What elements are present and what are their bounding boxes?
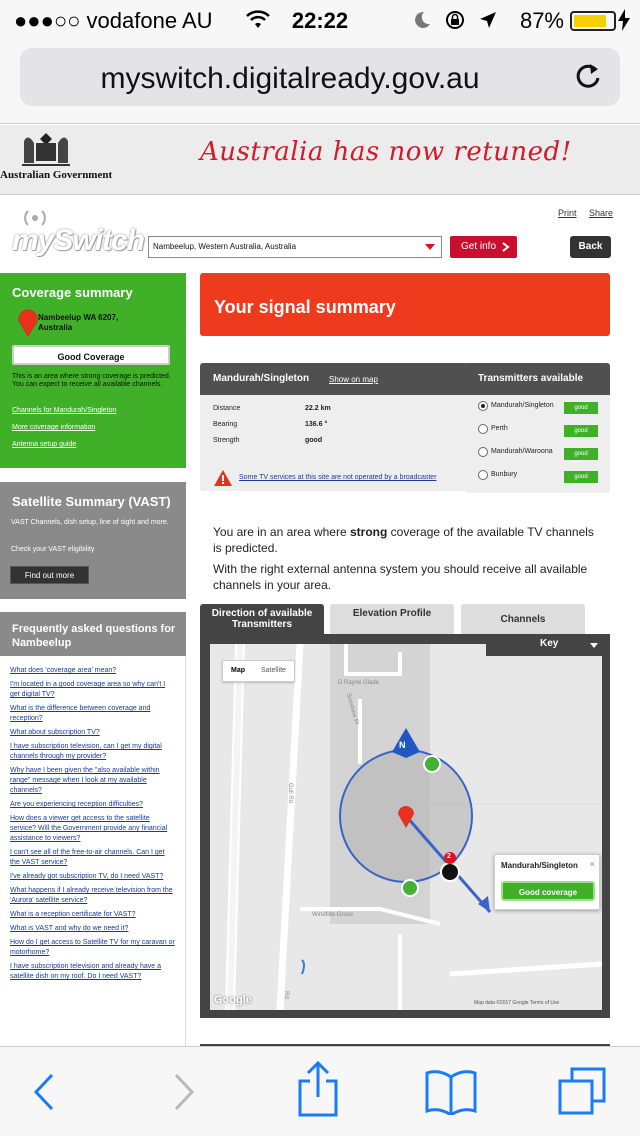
retuned-tagline: Australia has now retuned!: [200, 137, 572, 167]
street-label: D Rayne Glade: [338, 680, 380, 686]
strength-value: good: [305, 437, 323, 444]
radio-selected-icon[interactable]: [478, 401, 488, 411]
government-name: Australian Government: [0, 169, 113, 181]
vast-summary-panel: [0, 482, 186, 599]
faq-title: Frequently asked questions for Nambeelup: [12, 623, 176, 649]
close-icon[interactable]: ×: [589, 859, 595, 869]
vast-title: Satellite Summary (VAST): [12, 494, 171, 509]
signal-summary-header: [200, 273, 610, 336]
channels-link[interactable]: Channels for Mandurah/Singleton: [12, 407, 117, 414]
tab-channels[interactable]: Channels: [461, 604, 585, 634]
forward-arrow-icon[interactable]: [170, 1071, 198, 1113]
street-label: Windflite Grove: [312, 912, 354, 918]
faq-link[interactable]: How do I get access to Satellite TV for my caravan or motorhome?: [10, 939, 175, 956]
coverage-summary-panel: [0, 273, 186, 468]
battery-icon: [570, 11, 616, 31]
map-type-map[interactable]: Map: [231, 667, 245, 674]
location-select[interactable]: [148, 236, 442, 258]
faq-link[interactable]: I can't see all of the free-to-air channels. Can I get the VAST service?: [10, 849, 165, 866]
chevron-right-icon: [502, 242, 510, 252]
status-bar: [0, 0, 640, 40]
map-key-dropdown[interactable]: [486, 634, 606, 656]
good-coverage-button[interactable]: Good coverage: [501, 881, 595, 901]
rotation-lock-icon: [444, 9, 466, 31]
distance-value: 22.2 km: [305, 405, 331, 412]
distance-label: Distance: [213, 405, 241, 412]
faq-link[interactable]: I have subscription television and already have a satellite dish on my roof. Do I need VAST?: [10, 963, 161, 980]
radio-icon[interactable]: [478, 447, 488, 457]
charging-bolt-icon: [618, 9, 630, 31]
clock: 22:22: [291, 8, 349, 33]
back-button[interactable]: Back: [570, 236, 611, 258]
coverage-address: Nambeelup WA 6207, Australia: [38, 313, 119, 332]
address-bar[interactable]: [20, 48, 620, 106]
moon-icon: [412, 10, 432, 30]
map-attribution[interactable]: Map data ©2017 Google Terms of Use: [474, 1000, 560, 1006]
good-coverage-badge: Good Coverage: [12, 345, 170, 365]
map-type-toggle[interactable]: [222, 660, 295, 682]
paragraph-emphasis: strong: [350, 525, 388, 539]
reload-icon[interactable]: [572, 60, 604, 92]
status-badge: good: [564, 448, 598, 460]
share-link[interactable]: Share: [589, 208, 614, 218]
warning-icon: [213, 469, 233, 487]
government-banner: [0, 125, 640, 195]
find-out-more-button[interactable]: Find out more: [10, 566, 89, 584]
street-label: Gull Rd: [287, 782, 294, 804]
operator-warning-link[interactable]: Some TV services at this site are not operated by a broadcaster: [239, 474, 437, 481]
paragraph-text: You are in an area where: [213, 525, 350, 539]
faq-link[interactable]: I have subscription television, can I get my digital channels through my provider?: [10, 743, 162, 760]
faq-link[interactable]: Are you experiencing reception difficulties?: [10, 801, 143, 808]
transmitters-title: Transmitters available: [465, 363, 610, 395]
show-on-map-link[interactable]: Show on map: [329, 375, 378, 384]
antenna-guide-link[interactable]: Antenna setup guide: [12, 441, 77, 448]
coat-of-arms-logo: [18, 129, 74, 171]
browser-chrome: [0, 40, 640, 124]
key-label: Key: [540, 638, 559, 649]
bearing-value: 136.6 °: [305, 421, 328, 428]
faq-link[interactable]: What about subscription TV?: [10, 729, 100, 736]
status-badge: good: [564, 471, 598, 483]
faq-link[interactable]: How does a viewer get access to the satellite service? Will the Government provide any financial assistance to viewers?: [10, 815, 168, 842]
vast-description: VAST Channels, dish setup, line of sight and more.: [11, 519, 169, 526]
back-arrow-icon[interactable]: [30, 1071, 58, 1113]
popup-title: Mandurah/Singleton: [501, 861, 578, 870]
tabs-icon[interactable]: [556, 1065, 610, 1117]
map-type-satellite[interactable]: Satellite: [261, 667, 286, 674]
faq-link[interactable]: What is VAST and why do we need it?: [10, 925, 129, 932]
paragraph-text: coverage of the available TV channels is predicted.: [213, 525, 594, 555]
tab-direction[interactable]: Direction of available Transmitters: [200, 604, 324, 634]
google-logo: Google: [214, 994, 252, 1006]
myswitch-logo[interactable]: mySwitch: [12, 224, 145, 257]
radio-icon[interactable]: [478, 470, 488, 480]
faq-header: [0, 612, 186, 656]
transmitter-popup: [494, 854, 600, 910]
vast-eligibility-text: Check your VAST eligibility: [11, 546, 95, 553]
coverage-description: This is an area where strong coverage is predicted. You can expect to receive all available channels.: [12, 373, 171, 388]
status-badge: good: [564, 425, 598, 437]
get-info-button[interactable]: [450, 236, 517, 258]
transmitter-option-label: Perth: [491, 425, 508, 432]
carrier-label: ●●●○○ vodafone AU: [14, 8, 213, 33]
location-value: Nambeelup, Western Australia, Australia: [153, 242, 297, 251]
marker-number-badge: 2: [447, 853, 451, 860]
faq-link[interactable]: Why have I been given the "also available within range" message when I look at my available channels?: [10, 767, 160, 794]
get-info-label: Get info: [461, 241, 497, 252]
transmitters-available-card: [465, 363, 610, 493]
url-text[interactable]: myswitch.digitalready.gov.au: [100, 62, 480, 95]
strength-label: Strength: [213, 437, 240, 444]
antenna-paragraph: With the right external antenna system you should receive all available channels in your area.: [213, 562, 588, 592]
coverage-summary-title: Coverage summary: [12, 285, 133, 300]
browser-toolbar: [0, 1046, 640, 1136]
transmitter-option-label: Mandurah/Singleton: [491, 402, 554, 409]
street-label: Rd: [282, 991, 289, 999]
faq-link[interactable]: What happens if I already receive television from the 'Aurora' satellite service?: [10, 887, 173, 904]
faq-link[interactable]: I'm located in a good coverage area so why can't I get digital TV?: [10, 681, 166, 698]
faq-link[interactable]: I've already got subscription TV, do I need VAST?: [10, 873, 164, 880]
location-arrow-icon: [478, 10, 498, 30]
map-canvas[interactable]: [210, 644, 602, 1010]
faq-link[interactable]: What is the difference between coverage and reception?: [10, 705, 151, 722]
faq-list: [0, 656, 186, 1048]
share-icon[interactable]: [296, 1061, 340, 1117]
map-panel: [200, 634, 610, 1018]
north-icon: N: [399, 740, 406, 750]
chevron-down-icon: [590, 643, 598, 648]
more-coverage-link[interactable]: More coverage information: [12, 424, 96, 431]
bearing-label: Bearing: [213, 421, 238, 428]
signal-summary-title: Your signal summary: [214, 297, 396, 317]
chevron-down-icon: [425, 244, 435, 250]
map-pin-icon: [18, 309, 38, 337]
transmitter-option-label: Mandurah/Waroona: [491, 448, 553, 455]
tab-elevation[interactable]: Elevation Profile: [330, 604, 454, 634]
radio-icon[interactable]: [478, 424, 488, 434]
coverage-paragraph: [213, 524, 603, 556]
transmitter-name: Mandurah/Singleton: [213, 373, 310, 384]
faq-link[interactable]: What is a reception certificate for VAST?: [10, 911, 136, 918]
status-badge: good: [564, 402, 598, 414]
street-label: Sunshine Pl: [344, 692, 360, 726]
faq-link[interactable]: What does 'coverage area' mean?: [10, 667, 117, 674]
print-link[interactable]: Print: [558, 208, 577, 218]
battery-percent: 87%: [519, 8, 564, 33]
transmitter-option-label: Bunbury: [491, 471, 518, 478]
bookmarks-icon[interactable]: [424, 1067, 478, 1115]
map-view[interactable]: [210, 644, 602, 1010]
